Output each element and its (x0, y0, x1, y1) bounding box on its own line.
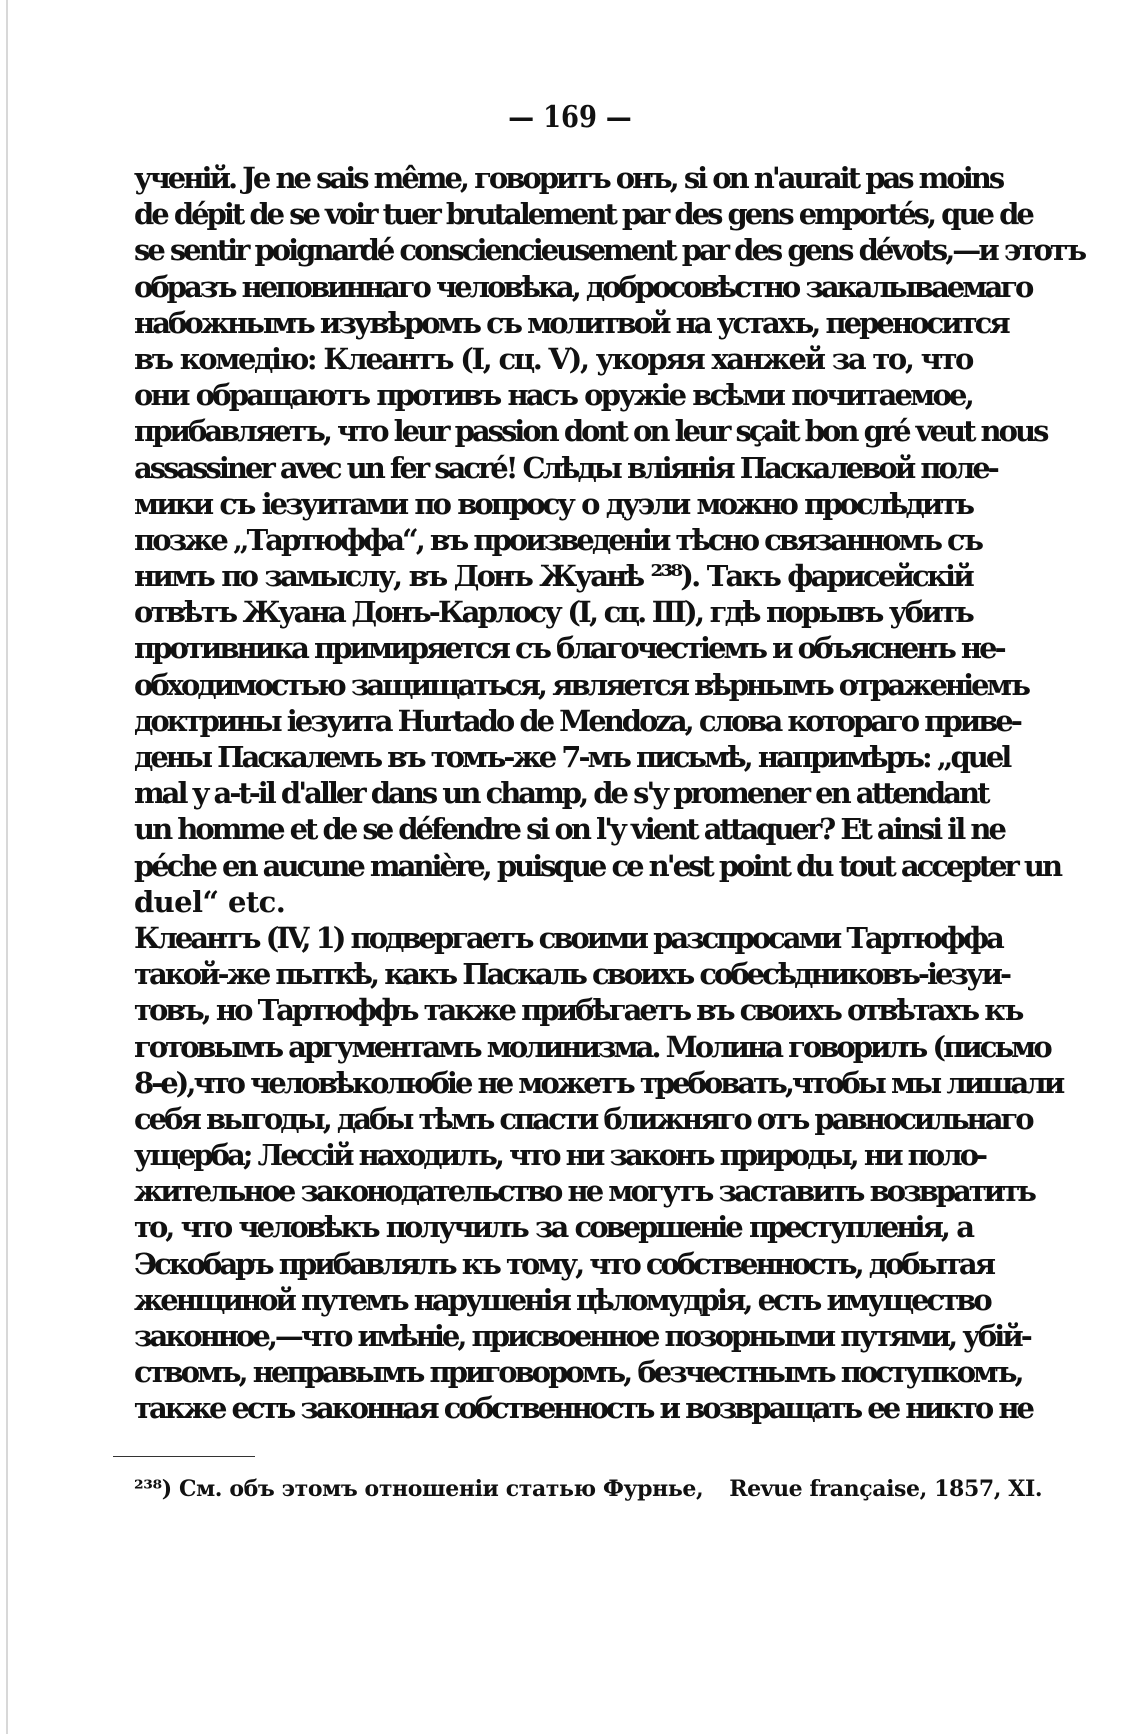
text-line: готовымъ аргументамъ молинизма. Молина говорилъ (письмо (134, 1029, 1050, 1064)
footnote (134, 1476, 1043, 1502)
page-number: — 169 — (508, 100, 632, 135)
text-line: себя выгоды, дабы тѣмъ спасти ближняго отъ равносильнаго (134, 1101, 1032, 1136)
text-line: доктрины іезуита Hurtado de Mendoza, слова котораго приве- (134, 703, 1020, 738)
text-line: также есть законная собственность и возвращать ее никто не (134, 1391, 1033, 1426)
text-line: ученій. Je ne sais même, говоритъ онъ, si on n'aurait pas moins (134, 161, 1003, 195)
text-line: противника примиряется съ благочестіемъ и объясненъ не- (134, 631, 1004, 666)
text-line: они обращаютъ противъ насъ оружіе всѣми почитаемое, (134, 378, 972, 413)
body-text (134, 160, 1085, 1427)
text-line: duel“ etc. (134, 884, 286, 919)
footnote-separator (113, 1456, 255, 1457)
text-line: ущерба; Лессій находилъ, что ни законъ природы, ни поло- (134, 1138, 986, 1173)
text-line: отвѣтъ Жуана Донъ-Карлосу (I, сц. III), гдѣ порывъ убить (134, 595, 972, 630)
text-line: мики съ іезуитами по вопросу о дуэли можно прослѣдить (134, 486, 972, 521)
text-line: женщиной путемъ нарушенія цѣломудрія, есть имущество (134, 1282, 990, 1317)
text-line: дены Паскалемъ въ томъ-же 7-мъ письмѣ, напримѣръ: „quel (134, 740, 1010, 774)
text-line: жительное законодательство не могутъ заставить возвратить (134, 1174, 1034, 1209)
text-line: Эскобаръ прибавлялъ къ тому, что собственность, добытая (134, 1246, 994, 1281)
text-line: se sentir poignardé consciencieusement par des gens dévots,—и этотъ (134, 233, 1085, 268)
text-line: законное,—что имѣніе, присвоенное позорными путями, убій- (134, 1319, 1030, 1353)
text-line: 8-е),что человѣколюбіе не можетъ требовать,чтобы мы лишали (134, 1065, 1063, 1100)
text-line: нимъ по замыслу, въ Донъ Жуанѣ ²³⁸). Такъ фарисейскій (134, 559, 972, 594)
text-line: набожнымъ изувѣромъ съ молитвой на устахъ, переносится (134, 305, 1008, 340)
text-line: assassiner avec un fer sacré! Слѣды вліянія Паскалевой поле- (134, 450, 997, 485)
text-line: péche en aucune manière, puisque ce n'est point du tout accepter un (134, 848, 1061, 883)
footnote-marker: ²³⁸) (134, 1476, 172, 1502)
text-line: un homme et de se défendre si on l'y vient attaquer? Et ainsi il ne (134, 812, 1004, 847)
text-line: такой-же пыткѣ, какъ Паскаль своихъ собесѣдниковъ-іезуи- (134, 957, 1010, 992)
text-line: ствомъ, неправымъ приговоромъ, безчестнымъ поступкомъ, (134, 1355, 1022, 1390)
footnote-source: Revue française, 1857, XI. (729, 1476, 1043, 1502)
footnote-text: См. объ этомъ отношеніи статью Фурнье, (178, 1476, 704, 1502)
text-line: то, что человѣкъ получилъ за совершеніе преступленія, а (134, 1210, 972, 1245)
text-line: въ комедію: Клеантъ (I, сц. V), укоряя ханжей за то, что (134, 341, 972, 376)
text-line: mal y a-t-il d'aller dans un champ, de s'y promener en attendant (134, 776, 988, 811)
text-line: позже „Тартюффа“, въ произведеніи тѣсно связанномъ съ (134, 522, 981, 557)
text-line: образъ неповиннаго человѣка, добросовѣстно закалываемаго (134, 269, 1032, 304)
text-line: обходимостью защищаться, является вѣрнымъ отраженіемъ (134, 667, 1029, 702)
text-line: товъ, но Тартюффъ также прибѣгаетъ въ своихъ отвѣтахъ къ (134, 993, 1022, 1028)
paragraph-start-line: Клеантъ (IV, 1) подвергаетъ своими разспросами Тартюффа (134, 920, 1002, 955)
text-line: de dépit de se voir tuer brutalement par des gens emportés, que de (134, 197, 1032, 232)
text-line: прибавляетъ, что leur passion dont on leur sçait bon gré veut nous (134, 414, 1047, 449)
